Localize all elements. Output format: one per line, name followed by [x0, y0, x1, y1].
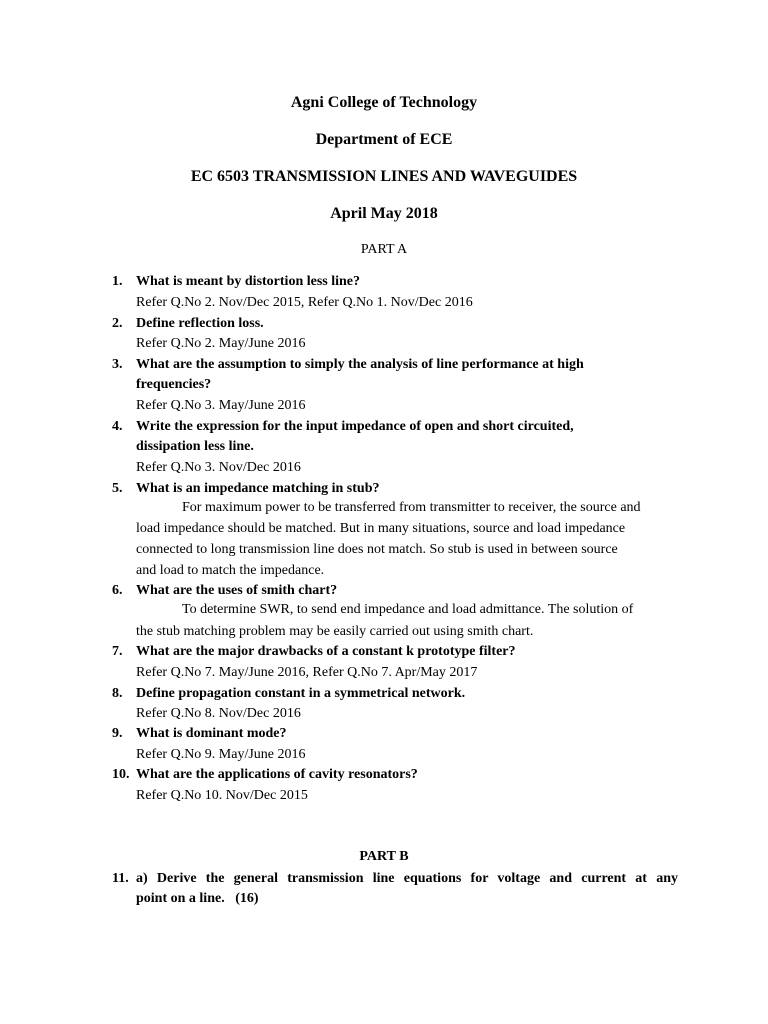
question-text: Define propagation constant in a symmetrical network. [136, 686, 466, 701]
question-number: 5. [112, 481, 123, 496]
department-name: Department of ECE [315, 131, 453, 148]
question-text: Write the expression for the input impedance of open and short circuited, [136, 419, 574, 434]
question-number: 8. [112, 686, 123, 701]
answer-line: connected to long transmission line does not match. So stub is used in between source [136, 542, 618, 557]
question-number: 1. [112, 274, 123, 289]
part-a-heading: PART A [360, 242, 408, 257]
question-text: What are the assumption to simply the analysis of line performance at high [136, 357, 584, 372]
question-answer: Refer Q.No 2. Nov/Dec 2015, Refer Q.No 1. Nov/Dec 2016 [136, 295, 473, 310]
question-text: a) Derive the general transmission line equations for voltage and current at any [136, 871, 678, 886]
part-b-heading: PART B [359, 849, 409, 864]
answer-line: load impedance should be matched. But in many situations, source and load impedance [136, 521, 626, 536]
question-number: 10. [112, 767, 130, 782]
question-answer: Refer Q.No 7. May/June 2016, Refer Q.No 7. Apr/May 2017 [136, 665, 478, 680]
question-answer: Refer Q.No 3. Nov/Dec 2016 [136, 460, 301, 475]
question-answer: Refer Q.No 10. Nov/Dec 2015 [136, 788, 308, 803]
question-text: Define reflection loss. [136, 316, 264, 331]
question-number: 3. [112, 357, 123, 372]
question-text-continued: dissipation less line. [136, 439, 254, 454]
answer-line: and load to match the impedance. [136, 563, 325, 578]
question-number: 9. [112, 726, 123, 741]
question-text: What is dominant mode? [136, 726, 287, 741]
course-title: EC 6503 TRANSMISSION LINES AND WAVEGUIDES [190, 168, 578, 185]
answer-line: the stub matching problem may be easily carried out using smith chart. [136, 624, 534, 639]
question-answer: Refer Q.No 3. May/June 2016 [136, 398, 306, 413]
question-number: 4. [112, 419, 123, 434]
question-text: What is an impedance matching in stub? [136, 481, 380, 496]
college-name: Agni College of Technology [290, 94, 478, 111]
question-number: 11. [112, 871, 129, 886]
exam-session: April May 2018 [330, 205, 438, 222]
answer-line: For maximum power to be transferred from transmitter to receiver, the source and [182, 500, 641, 515]
question-answer: Refer Q.No 8. Nov/Dec 2016 [136, 706, 301, 721]
question-text-continued: point on a line. (16) [136, 891, 259, 906]
question-text: What are the uses of smith chart? [136, 583, 338, 598]
question-answer: Refer Q.No 9. May/June 2016 [136, 747, 306, 762]
question-number: 6. [112, 583, 123, 598]
question-text: What are the applications of cavity resonators? [136, 767, 418, 782]
question-number: 7. [112, 644, 123, 659]
question-answer: Refer Q.No 2. May/June 2016 [136, 336, 306, 351]
answer-line: To determine SWR, to send end impedance and load admittance. The solution of [182, 602, 634, 617]
question-number: 2. [112, 316, 123, 331]
question-text-continued: frequencies? [136, 377, 212, 392]
question-text: What is meant by distortion less line? [136, 274, 361, 289]
question-text: What are the major drawbacks of a constant k prototype filter? [136, 644, 516, 659]
